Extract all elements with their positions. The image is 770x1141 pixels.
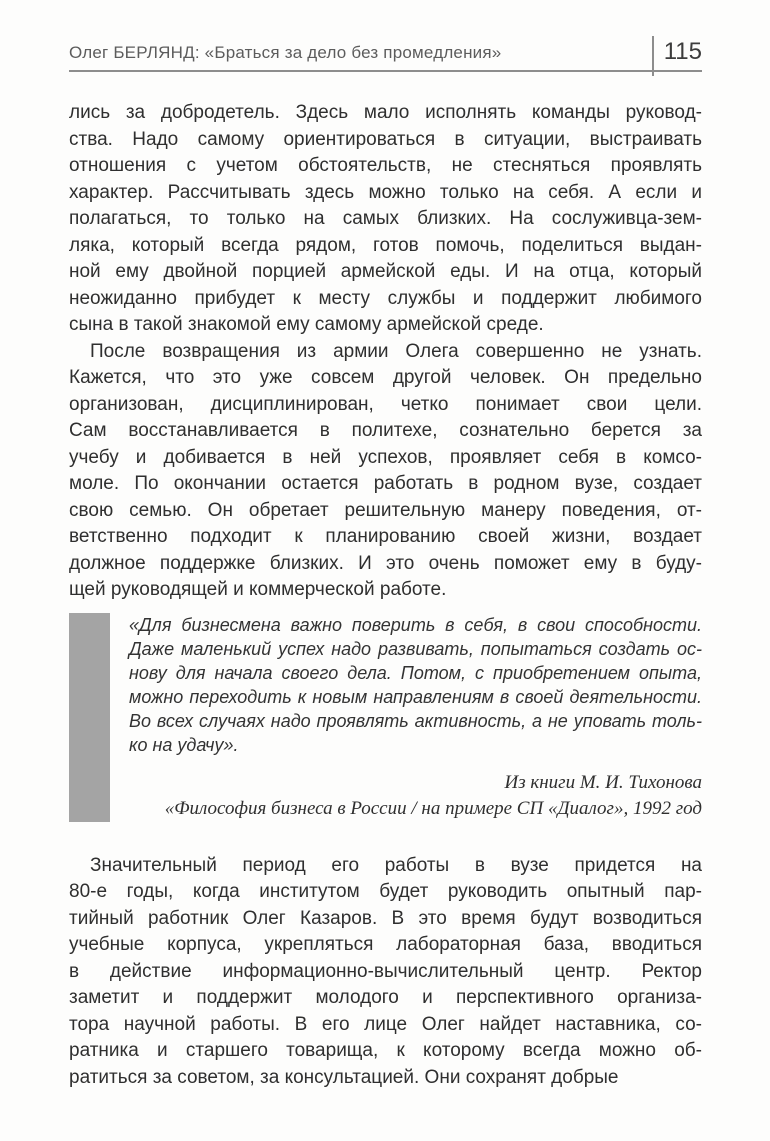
text-line: неожиданно прибудет к месту службы и поддержит любимого bbox=[69, 287, 702, 309]
text-line: После возвращения из армии Олега совершенно не узнать. bbox=[90, 340, 702, 362]
text-line: нову для начала своего дела. Потом, с приобретением опыта, bbox=[129, 662, 702, 683]
text-line: организован, дисциплинирован, четко понимает свои цели. bbox=[69, 393, 702, 415]
text-line: Даже маленький успех надо развивать, попытаться создать ос- bbox=[129, 638, 702, 659]
page-number: 115 bbox=[663, 38, 702, 65]
text-line: Сам восстанавливается в политехе, сознательно берется за bbox=[69, 420, 702, 441]
text-line: моле. По окончании остается работать в родном вузе, создает bbox=[69, 473, 702, 494]
text-line: сына в такой знакомой ему самому армейской среде. bbox=[69, 314, 544, 335]
text-line: ства. Надо самому ориентироваться в ситуации, выстраивать bbox=[69, 128, 702, 150]
text-line: должное поддержке близких. И это очень поможет ему в буду- bbox=[69, 552, 702, 574]
text-line: можно переходить к новым направлениям в своей деятельности. bbox=[129, 686, 702, 707]
paragraph bbox=[69, 100, 702, 339]
text-line: тора научной работы. В его лице Олег найдет наставника, со- bbox=[69, 1013, 702, 1035]
text-line: Во всех случаях надо проявлять активность, а не уповать толь- bbox=[129, 710, 702, 731]
text-line: щей руководящей и коммерческой работе. bbox=[69, 579, 447, 600]
text-line: 80-е годы, когда институтом будет руководить опытный пар- bbox=[69, 881, 702, 902]
page-body bbox=[69, 100, 702, 1091]
text-line: заметит и поддержит молодого и перспективного организа- bbox=[69, 987, 702, 1008]
text-line: полагаться, то только на самых близких. На сослуживца-зем- bbox=[69, 208, 702, 229]
header-rule bbox=[69, 70, 702, 72]
text-line: «Для бизнесмена важно поверить в себя, в свои способности. bbox=[129, 614, 702, 635]
text-line: характер. Рассчитывать здесь можно только на себя. А если и bbox=[69, 181, 702, 203]
paragraph bbox=[69, 853, 702, 1092]
text-line: учебные корпуса, укрепляться лабораторная база, вводиться bbox=[69, 934, 702, 955]
text-line: ратиться за советом, за консультацией. Они сохранят добрые bbox=[69, 1066, 619, 1088]
text-line: ко на удачу». bbox=[129, 734, 239, 755]
text-line: Значительный период его работы в вузе придется на bbox=[90, 854, 702, 876]
quote-body bbox=[129, 613, 702, 822]
text-line: ной ему двойной порцией армейской еды. И на отца, который bbox=[69, 261, 702, 282]
text-line: «Философия бизнеса в России / на примере СП «Диалог», 1992 год bbox=[164, 797, 702, 819]
quote-bar bbox=[69, 613, 110, 822]
text-line: ветственно подходит к планированию своей жизни, воздает bbox=[69, 526, 702, 547]
quote-attribution bbox=[129, 770, 702, 822]
text-line: Кажется, что это уже совсем другой человек. Он предельно bbox=[69, 367, 702, 388]
text-line: ляка, который всегда рядом, готов помочь, поделиться выдан- bbox=[69, 234, 702, 256]
running-title: Олег БЕРЛЯНД: «Браться за дело без промедления» bbox=[69, 43, 502, 62]
text-line: тийный работник Олег Казаров. В это время будут возводиться bbox=[69, 907, 702, 929]
quote-text bbox=[129, 613, 702, 757]
text-line: отношения с учетом обстоятельств, не стесняться проявлять bbox=[69, 155, 702, 176]
page-header bbox=[69, 38, 702, 67]
text-line: в действие информационно-вычислительный центр. Ректор bbox=[69, 960, 702, 982]
text-line: свою семью. Он обретает решительную манеру поведения, от- bbox=[69, 499, 702, 521]
text-line: учебу и добивается в ней успехов, проявляет себя в комсо- bbox=[69, 446, 702, 468]
text-line: лись за добродетель. Здесь мало исполнять команды руковод- bbox=[69, 102, 702, 123]
text-line: Из книги М. И. Тихонова bbox=[504, 771, 702, 793]
text-line: ратника и старшего товарища, к которому всегда можно об- bbox=[69, 1040, 702, 1061]
quote-block bbox=[69, 613, 702, 822]
paragraph bbox=[69, 339, 702, 604]
